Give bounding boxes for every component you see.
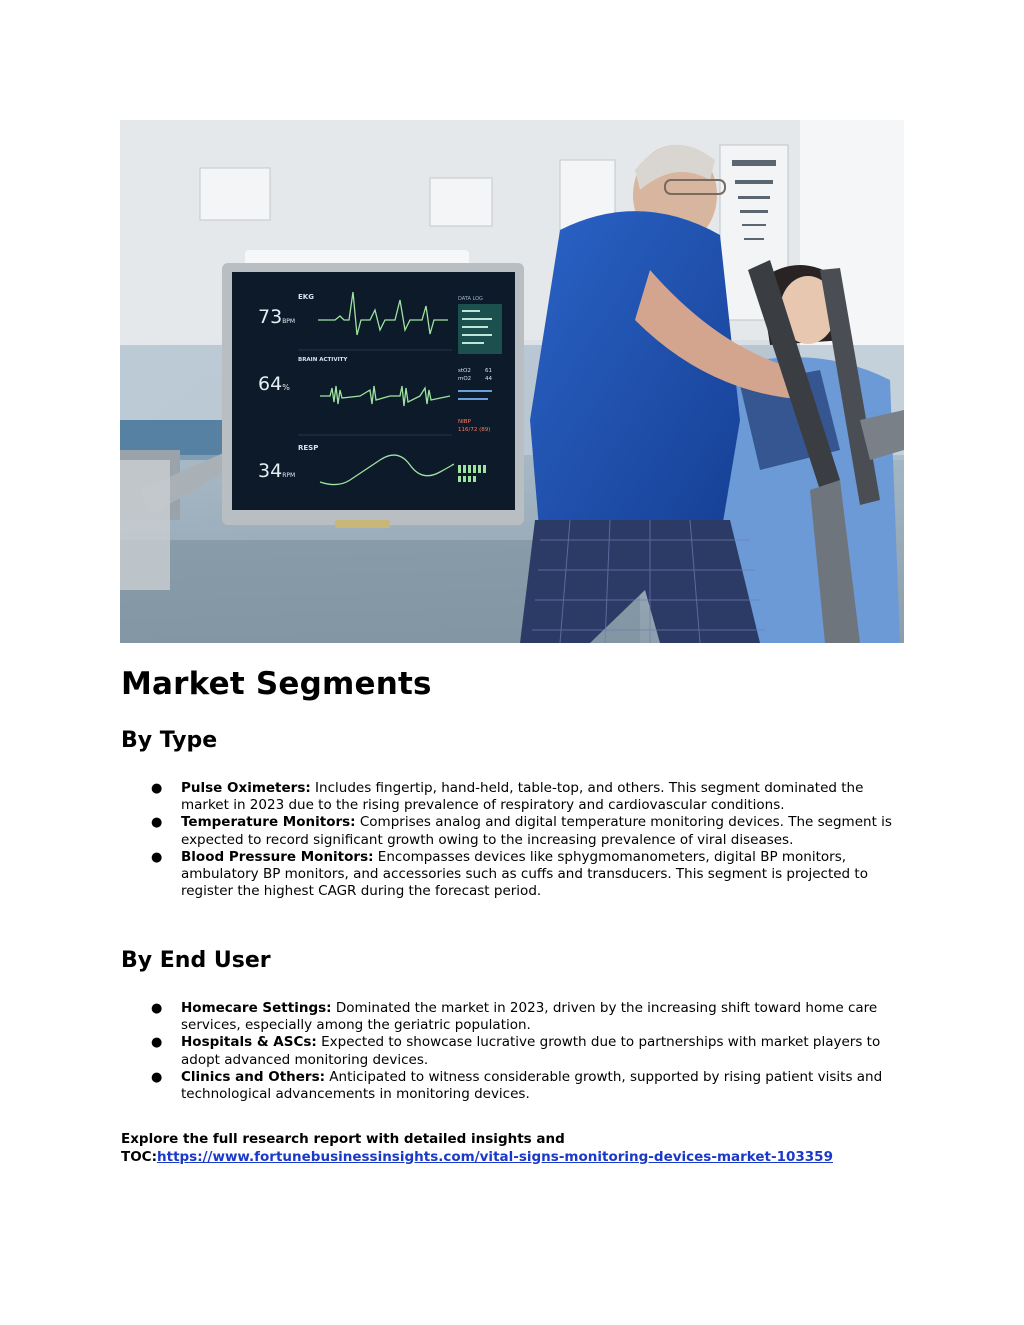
item-label: Hospitals & ASCs: [181, 1034, 317, 1051]
svg-text:stO2: stO2 [458, 368, 471, 374]
svg-text:EKG: EKG [298, 293, 314, 301]
bullet-icon: ● [151, 1035, 163, 1051]
bullet-icon: ● [151, 1001, 163, 1016]
item-text: Encompasses devices like sphygmomanometers, digital BP monitors, ambulatory BP monitors, and accessories such as cuffs and transducers. This segment is projected to register the highest CAGR during the forecast period. [181, 848, 868, 900]
svg-text:NIBP: NIBP [458, 419, 471, 425]
bullet-icon: ● [151, 815, 163, 831]
svg-text:DATA LOG: DATA LOG [458, 296, 483, 302]
bullet-icon: ● [151, 1069, 163, 1085]
item-label: Pulse Oximeters: [181, 780, 311, 796]
vital-monitor [222, 263, 524, 528]
svg-text:116/72 (89): 116/72 (89) [458, 427, 491, 433]
page-title: Market Segments [121, 666, 432, 702]
item-text: Anticipated to witness considerable growth, supported by rising patient visits and technological advancements in monitoring devices. [181, 1068, 883, 1103]
list-item [150, 1069, 902, 1103]
item-text: Comprises analog and digital temperature monitoring devices. The segment is expected to record significant growth owing to the increasing prevalence of viral diseases. [181, 814, 892, 848]
item-label: Temperature Monitors: [181, 814, 356, 831]
svg-text:34RPM: 34RPM [258, 460, 296, 482]
hero-photo [120, 120, 904, 643]
by-type-list [150, 780, 902, 900]
by-end-user-heading: By End User [121, 948, 271, 973]
item-text: Includes fingertip, hand-held, table-top, and others. This segment dominated the market in 2023 due to the rising prevalence of respiratory and cardiovascular conditions. [181, 780, 864, 814]
list-item [150, 780, 902, 814]
svg-text:61: 61 [485, 368, 492, 374]
svg-text:BRAIN ACTIVITY: BRAIN ACTIVITY [298, 357, 348, 363]
item-label: Blood Pressure Monitors: [181, 848, 374, 865]
item-label: Clinics and Others: [181, 1068, 326, 1085]
bullet-icon: ● [151, 849, 163, 865]
bullet-icon: ● [151, 781, 163, 796]
item-text: Expected to showcase lucrative growth due to partnerships with market players to adopt advanced monitoring devices. [181, 1034, 881, 1068]
list-item [150, 814, 902, 848]
list-item [150, 1034, 902, 1068]
explore-text: Explore the full research report with detailed insights and TOC: [121, 1131, 565, 1165]
by-end-user-list [150, 1000, 902, 1103]
svg-text:64%: 64% [258, 373, 290, 395]
explore-note [121, 1131, 921, 1166]
svg-text:44: 44 [485, 376, 492, 382]
by-type-heading: By Type [121, 728, 218, 753]
item-label: Homecare Settings: [181, 1000, 332, 1016]
list-item [150, 1000, 902, 1034]
list-item [150, 849, 902, 901]
report-link[interactable]: https://www.fortunebusinessinsights.com/vital-signs-monitoring-devices-market-103359 [157, 1148, 833, 1165]
item-text: Dominated the market in 2023, driven by the increasing shift toward home care services, especially among the geriatric population. [181, 1000, 878, 1034]
svg-text:73BPM: 73BPM [258, 306, 296, 328]
svg-text:RESP: RESP [298, 444, 319, 452]
svg-text:mO2: mO2 [458, 376, 472, 382]
